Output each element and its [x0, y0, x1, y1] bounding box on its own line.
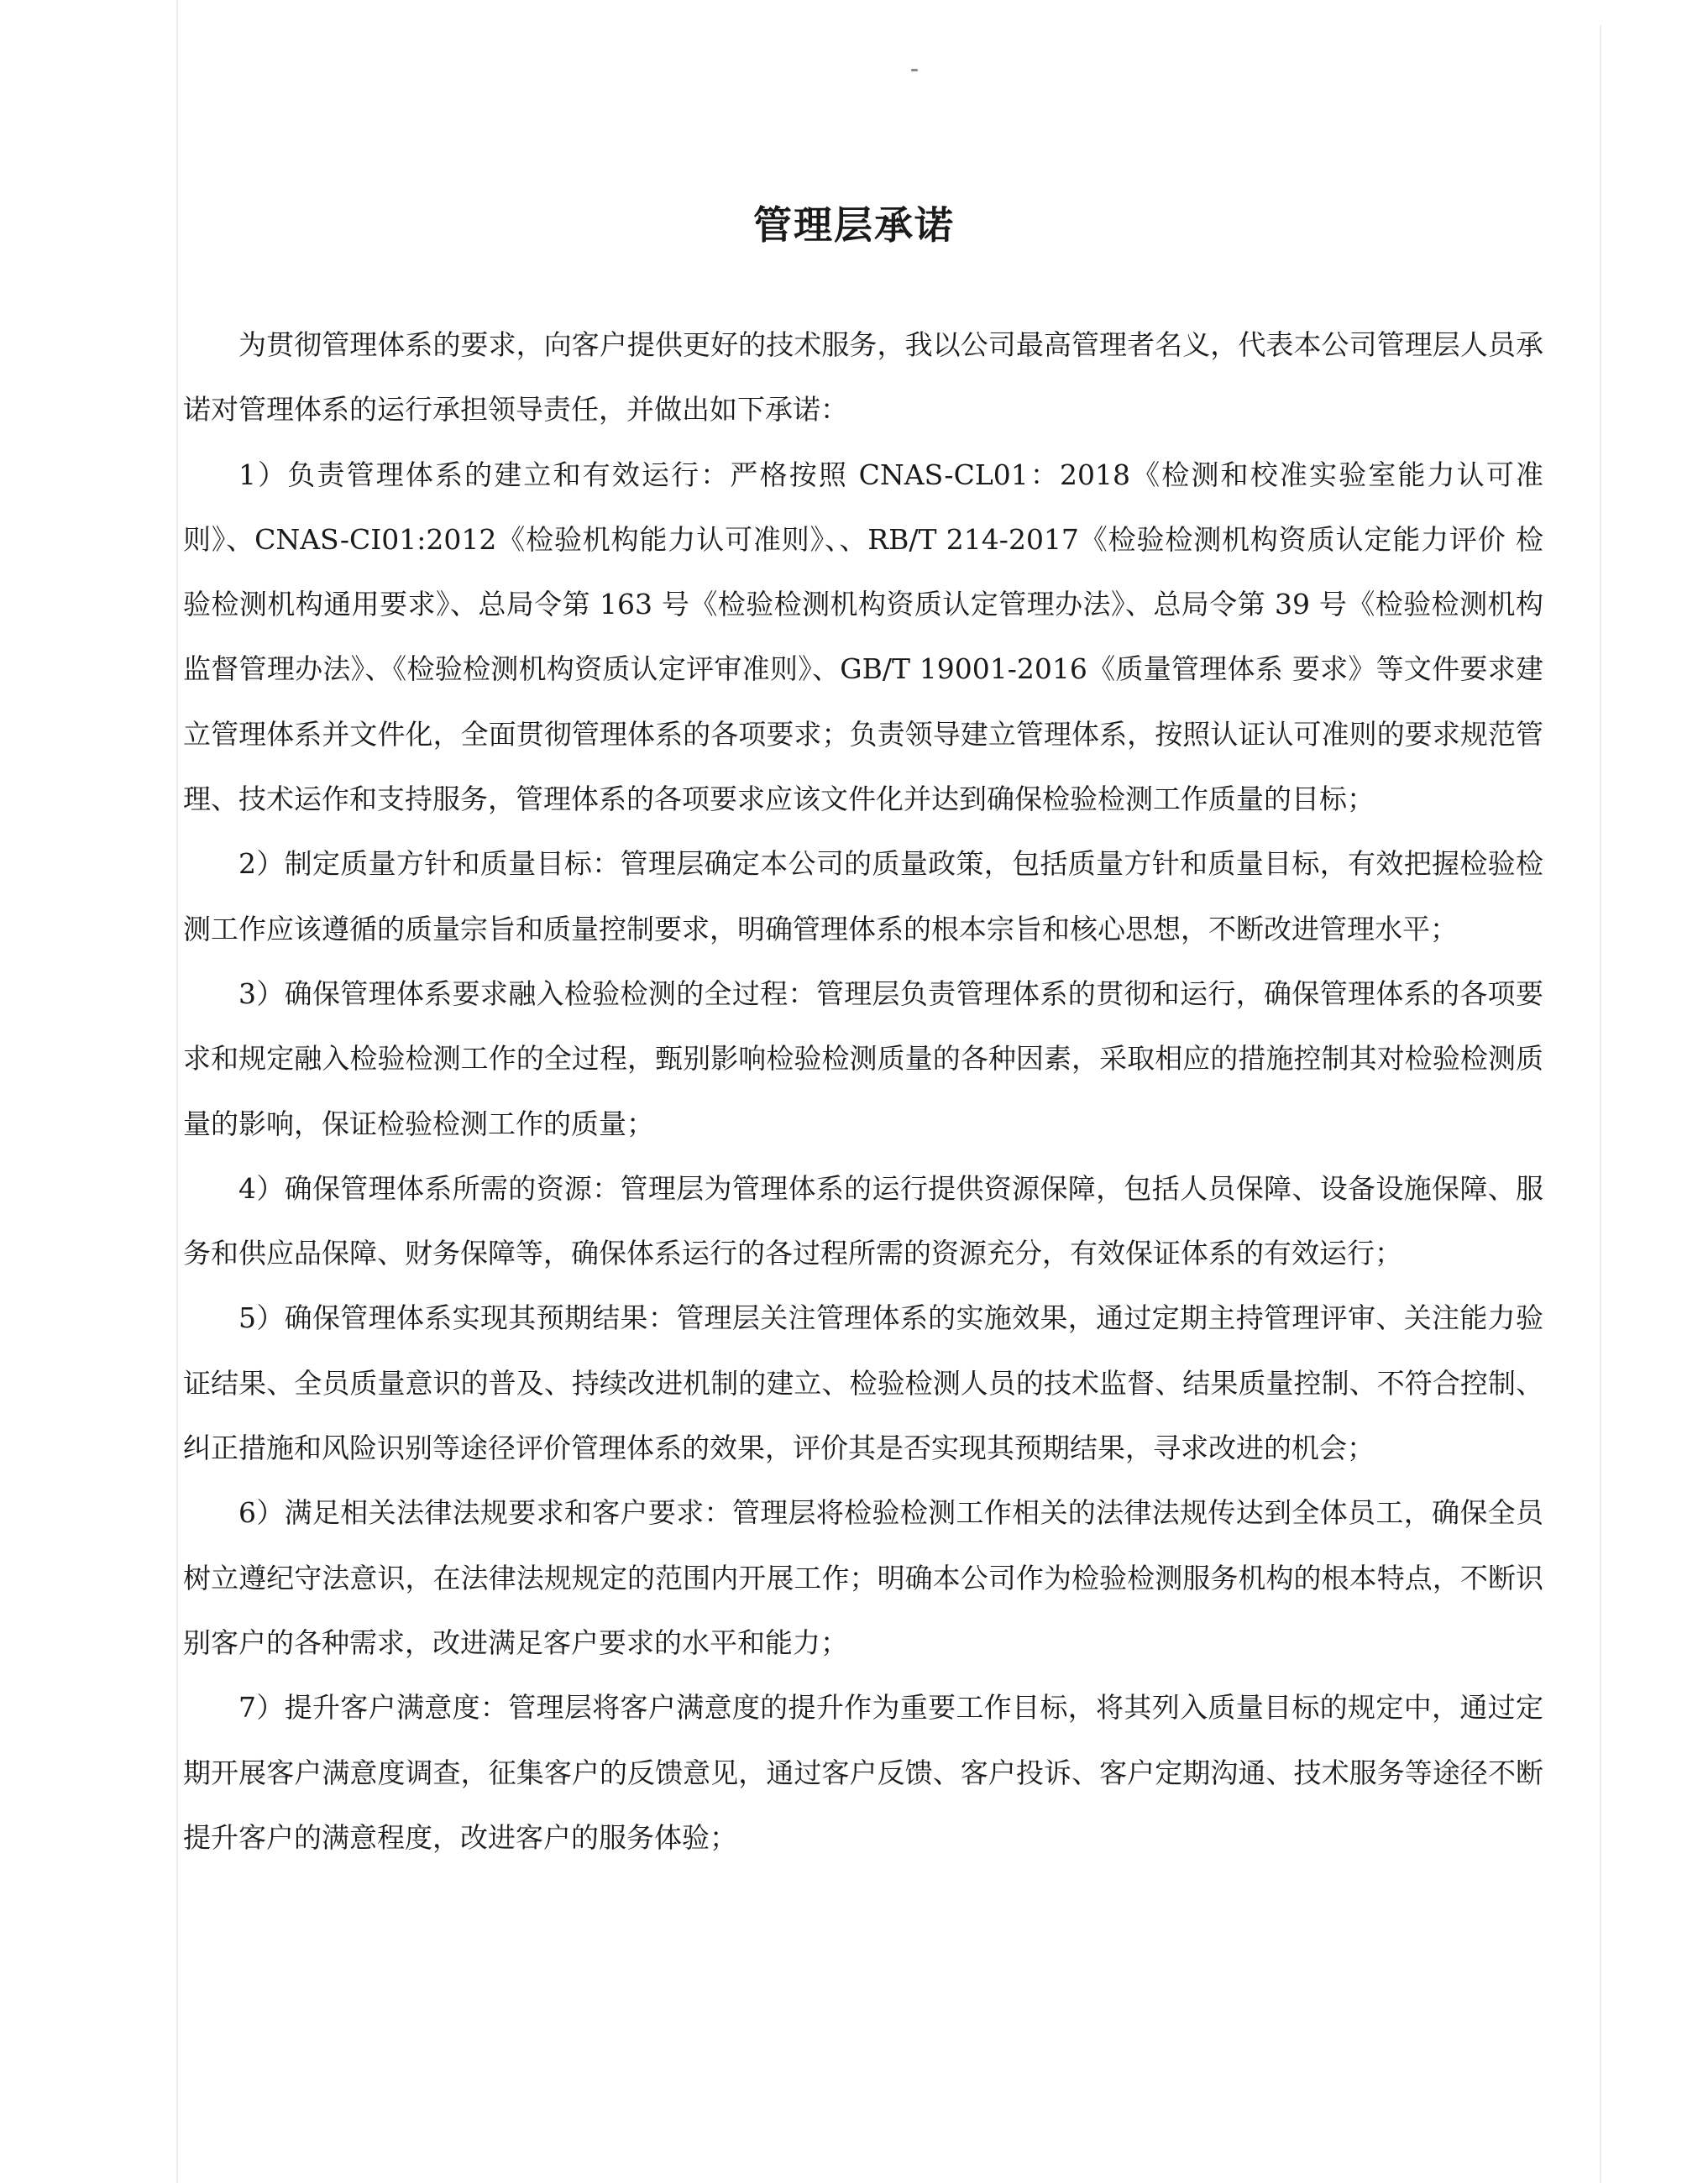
commitment-item-7: 7）提升客户满意度：管理层将客户满意度的提升作为重要工作目标，将其列入质量目标的规定中，通过定期开展客户满意度调查，征集客户的反馈意见，通过客户反馈、客户投诉、客户定期沟通、技术服务等途径不断提升客户的满意程度，改进客户的服务体验；: [183, 1691, 1543, 1854]
page-title: 管理层承诺: [753, 202, 955, 248]
document-body: [183, 312, 1543, 1870]
commitment-item-1: 1）负责管理体系的建立和有效运行：严格按照 CNAS-CL01：2018《检测和校准实验室能力认可准则》、CNAS-CI01:2012《检验机构能力认可准则》、、RB/T 214-2017《检验检测机构资质认定能力评价 检验检测机构通用要求》、总局令第 163 号《检验检测机构资质认定管理办法》、总局令第 39 号《检验检测机构监督管理办法》、《检验检测机构资质认定评审准则》、GB/T 19001-2016《质量管理体系 要求》等文件要求建立管理体系并文件化，全面贯彻管理体系的各项要求；负责领导建立管理体系，按照认证认可准则的要求规范管理、技术运作和支持服务，管理体系的各项要求应该文件化并达到确保检验检测工作质量的目标；: [183, 458, 1543, 816]
commitment-item-3: 3）确保管理体系要求融入检验检测的全过程：管理层负责管理体系的贯彻和运行，确保管理体系的各项要求和规定融入检验检测工作的全过程，甄别影响检验检测质量的各种因素，采取相应的措施控制其对检验检测质量的影响，保证检验检测工作的质量；: [183, 976, 1543, 1140]
commitment-item-6: 6）满足相关法律法规要求和客户要求：管理层将检验检测工作相关的法律法规传达到全体员工，确保全员树立遵纪守法意识，在法律法规规定的范围内开展工作；明确本公司作为检验检测服务机构的根本特点，不断识别客户的各种需求，改进满足客户要求的水平和能力；: [183, 1496, 1543, 1659]
commitment-item-4: 4）确保管理体系所需的资源：管理层为管理体系的运行提供资源保障，包括人员保障、设备设施保障、服务和供应品保障、财务保障等，确保体系运行的各过程所需的资源充分，有效保证体系的有效运行；: [183, 1171, 1543, 1270]
scan-edge-left: [176, 0, 178, 2183]
scan-artifact-mark: [911, 69, 918, 71]
commitment-item-2: 2）制定质量方针和质量目标：管理层确定本公司的质量政策，包括质量方针和质量目标，有效把握检验检测工作应该遵循的质量宗旨和质量控制要求，明确管理体系的根本宗旨和核心思想，不断改进管理水平；: [183, 847, 1543, 945]
scan-edge-right: [1600, 25, 1601, 2183]
commitment-item-5: 5）确保管理体系实现其预期结果：管理层关注管理体系的实施效果，通过定期主持管理评审、关注能力验证结果、全员质量意识的普及、持续改进机制的建立、检验检测人员的技术监督、结果质量控制、不符合控制、纠正措施和风险识别等途径评价管理体系的效果，评价其是否实现其预期结果，寻求改进的机会；: [183, 1301, 1543, 1465]
intro-paragraph: 为贯彻管理体系的要求，向客户提供更好的技术服务，我以公司最高管理者名义，代表本公司管理层人员承诺对管理体系的运行承担领导责任，并做出如下承诺：: [183, 328, 1543, 427]
